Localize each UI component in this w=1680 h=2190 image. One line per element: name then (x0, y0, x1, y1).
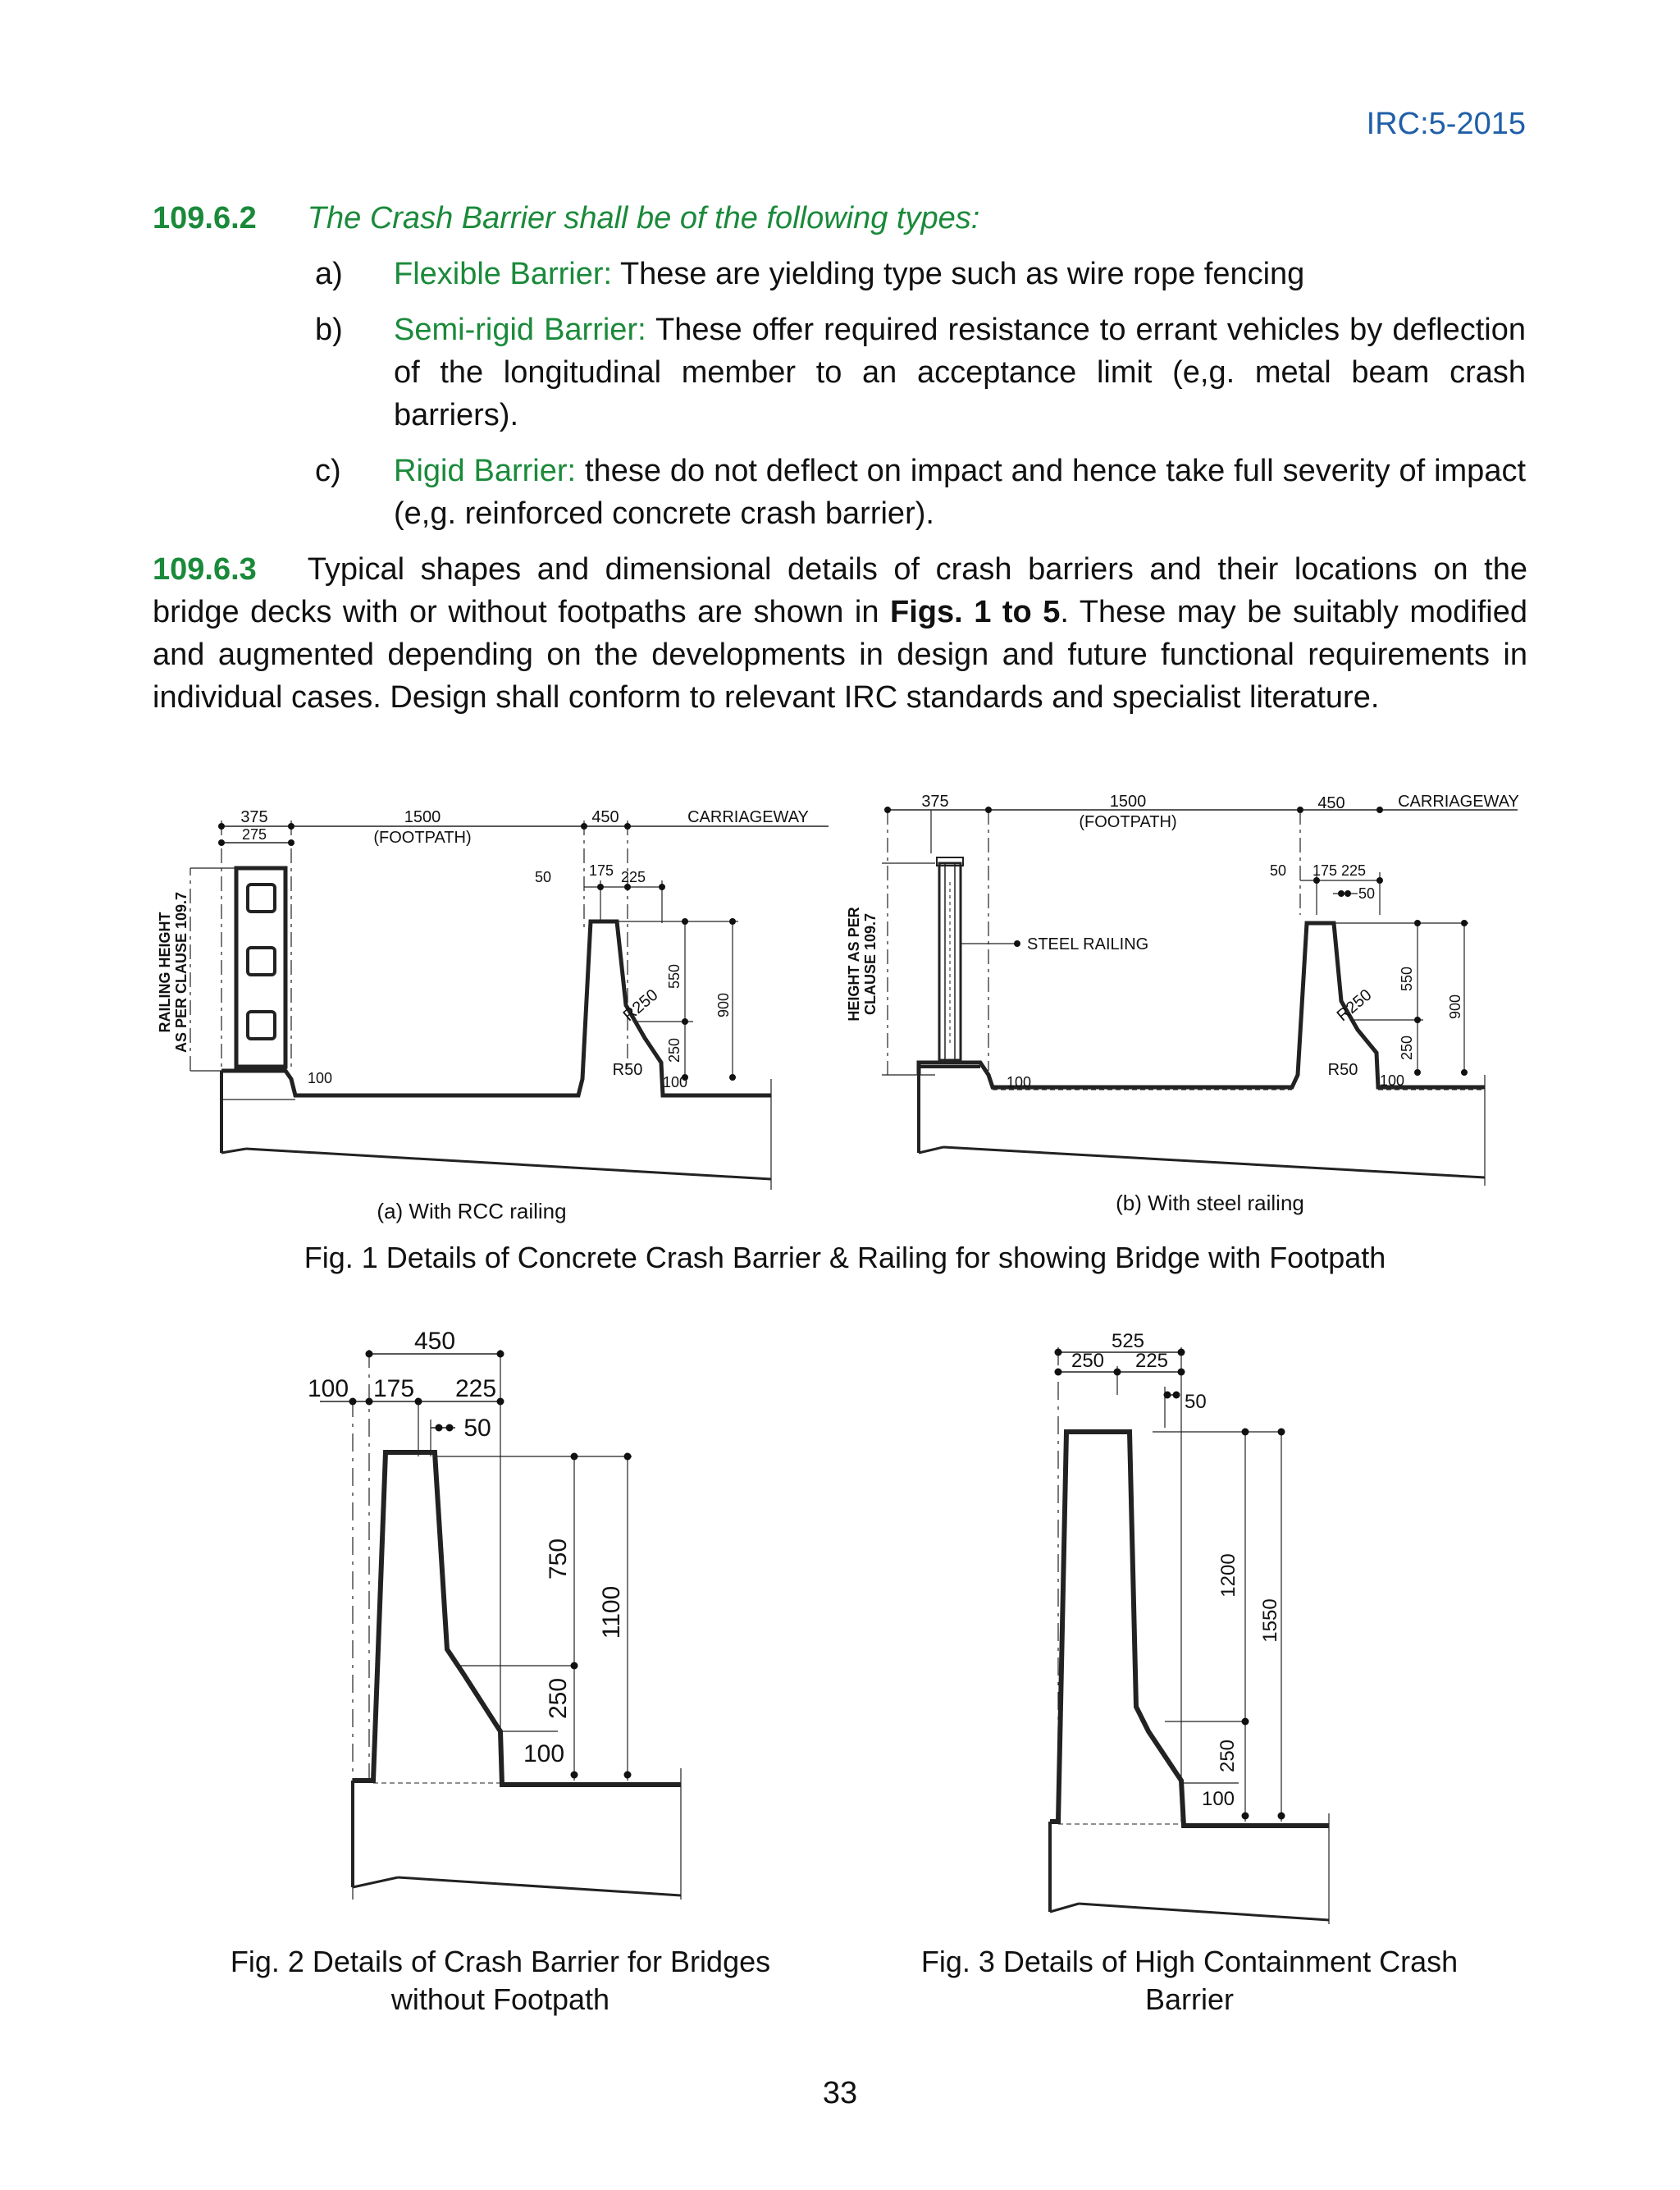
fig1b-dim-375: 375 (921, 793, 949, 811)
figure-reference: Figs. 1 to 5 (890, 595, 1061, 629)
item-b (394, 309, 1526, 437)
fig1a-dim-100a: 100 (307, 1070, 333, 1086)
fig1b-r50: R50 (1327, 1061, 1358, 1079)
fig1a-dim-1500: 1500 (404, 808, 441, 826)
fig3-dim-100: 100 (1201, 1788, 1235, 1810)
clause-number: 109.6.2 (153, 201, 257, 235)
fig1a-dim-900: 900 (715, 992, 732, 1018)
item-marker-c: c) (315, 454, 341, 488)
fig2-drawing (304, 1321, 697, 1928)
fig1b-footpath: (FOOTPATH) (1079, 813, 1177, 831)
fig1b-subcaption: (b) With steel railing (1116, 1191, 1304, 1215)
fig1a-dim-175: 175 (588, 862, 614, 879)
fig3-dim-225: 225 (1134, 1350, 1169, 1372)
fig2-dim-100b: 100 (523, 1740, 565, 1767)
item-a-text: These are yielding type such as wire rope fencing (619, 257, 1305, 291)
fig1b-svg (845, 792, 1534, 1235)
item-c-term: Rigid Barrier: (394, 454, 577, 488)
clause-109-6-3 (153, 548, 1527, 719)
fig1b-dim-50: 50 (1269, 862, 1287, 879)
fig1a-dim-225: 225 (620, 869, 646, 885)
fig1a-dim-450: 450 (591, 808, 619, 826)
fig1b-steel-railing-label: STEEL RAILING (1027, 935, 1149, 953)
fig1b-dim-225: 225 (1340, 862, 1367, 879)
fig1a-footpath: (FOOTPATH) (373, 829, 472, 847)
clause-109-6-2-heading (153, 197, 1531, 240)
page-number: 33 (822, 2076, 858, 2110)
fig3-dim-1550: 1550 (1259, 1598, 1281, 1643)
fig1b-dim-1500: 1500 (1109, 793, 1147, 811)
fig2-caption (172, 1943, 829, 2019)
fig2-dim-50: 50 (463, 1415, 491, 1442)
fig1b-dim-50b: 50 (1358, 885, 1376, 902)
item-marker-b: b) (315, 313, 343, 347)
fig1-caption: Fig. 1 Details of Concrete Crash Barrier & Railing for showing Bridge with Footpath (304, 1241, 1386, 1274)
fig3-dim-50: 50 (1185, 1391, 1207, 1413)
fig1a-r50: R50 (612, 1061, 643, 1079)
fig3-dim-1200: 1200 (1217, 1553, 1239, 1598)
item-c-text: these do not deflect on impact and hence take full severity of impact (e,g. reinforced concrete crash barrier). (394, 454, 1527, 531)
fig2-caption-line1: Fig. 2 Details of Crash Barrier for Bridges (230, 1945, 771, 1978)
item-b-term: Semi-rigid Barrier: (394, 313, 646, 347)
fig1a-dim-250: 250 (666, 1037, 682, 1063)
fig1b-side-label-1: HEIGHT AS PER (846, 907, 862, 1022)
fig3-dim-250: 250 (1071, 1350, 1105, 1372)
fig2-dim-1100: 1100 (598, 1585, 625, 1639)
fig1a-dim-375: 375 (240, 808, 268, 826)
fig1a-side-label-1: RAILING HEIGHT (157, 912, 173, 1033)
item-b-text: These offer required resistance to errant vehicles by deflection of the longitudinal member to an acceptance limit (e,g. metal beam crash barriers). (394, 313, 1527, 432)
fig1a-side-label-2: AS PER CLAUSE 109.7 (173, 891, 189, 1054)
item-c (394, 450, 1526, 535)
fig3-caption-line1: Fig. 3 Details of High Containment Crash (920, 1945, 1459, 1978)
fig1a-dim-275: 275 (241, 826, 267, 843)
fig1a-subcaption: (a) With RCC railing (377, 1199, 567, 1223)
item-a-term: Flexible Barrier: (394, 257, 613, 291)
clause-text-after: . These may be suitably modified and augmented depending on the developments in design and future functional requirements in individual cases. Design shall conform to relevant IRC standards and specialist literature. (153, 595, 1528, 715)
fig2-dim-250: 250 (545, 1677, 572, 1720)
fig3-dim-525: 525 (1111, 1330, 1145, 1352)
fig2-dim-100: 100 (307, 1375, 349, 1402)
fig1b-dim-100a: 100 (1006, 1074, 1032, 1090)
fig1b-dim-550: 550 (1399, 966, 1415, 992)
fig3-caption (861, 1943, 1518, 2019)
fig3-drawing (1034, 1329, 1362, 1928)
fig1b-dim-175: 175 (1312, 862, 1338, 879)
fig1b-dim-900: 900 (1447, 994, 1463, 1020)
fig2-dim-750: 750 (545, 1538, 572, 1580)
fig1b-drawing (845, 792, 1534, 1235)
fig1a-r250: R250 (619, 985, 662, 1026)
fig2-dim-450: 450 (413, 1328, 456, 1355)
fig1b-dim-100b: 100 (1379, 1072, 1405, 1089)
fig1a-carriageway: CARRIAGEWAY (687, 808, 809, 826)
fig1a-dim-50: 50 (534, 869, 552, 885)
fig3-svg (1034, 1329, 1362, 1928)
fig2-svg (304, 1321, 697, 1928)
fig1b-carriageway: CARRIAGEWAY (1398, 793, 1519, 811)
fig1a-svg (148, 800, 809, 1235)
item-marker-a: a) (315, 257, 343, 291)
fig2-dim-225: 225 (454, 1375, 497, 1402)
clause-title: The Crash Barrier shall be of the following types: (307, 201, 980, 235)
fig1b-dim-250: 250 (1399, 1035, 1415, 1061)
fig1a-dim-100b: 100 (662, 1074, 688, 1090)
fig2-dim-175: 175 (372, 1375, 415, 1402)
fig1b-dim-450: 450 (1317, 794, 1345, 812)
clause-text-before: Typical shapes and dimensional details of crash barriers and their locations on the bridge decks with or without footpaths are shown in (153, 552, 1527, 629)
fig3-caption-line2: Barrier (1144, 1982, 1235, 2016)
item-a (394, 253, 1526, 295)
document-code: IRC:5-2015 (1366, 107, 1526, 141)
clause-number-2: 109.6.3 (153, 552, 257, 587)
fig1b-side-label-2: CLAUSE 109.7 (862, 912, 879, 1016)
fig1b-r250: R250 (1333, 985, 1376, 1026)
fig1a-drawing (148, 800, 809, 1235)
fig1a-dim-550: 550 (666, 963, 682, 990)
fig2-caption-line2: without Footpath (390, 1982, 610, 2016)
fig3-dim-250b: 250 (1217, 1739, 1239, 1773)
